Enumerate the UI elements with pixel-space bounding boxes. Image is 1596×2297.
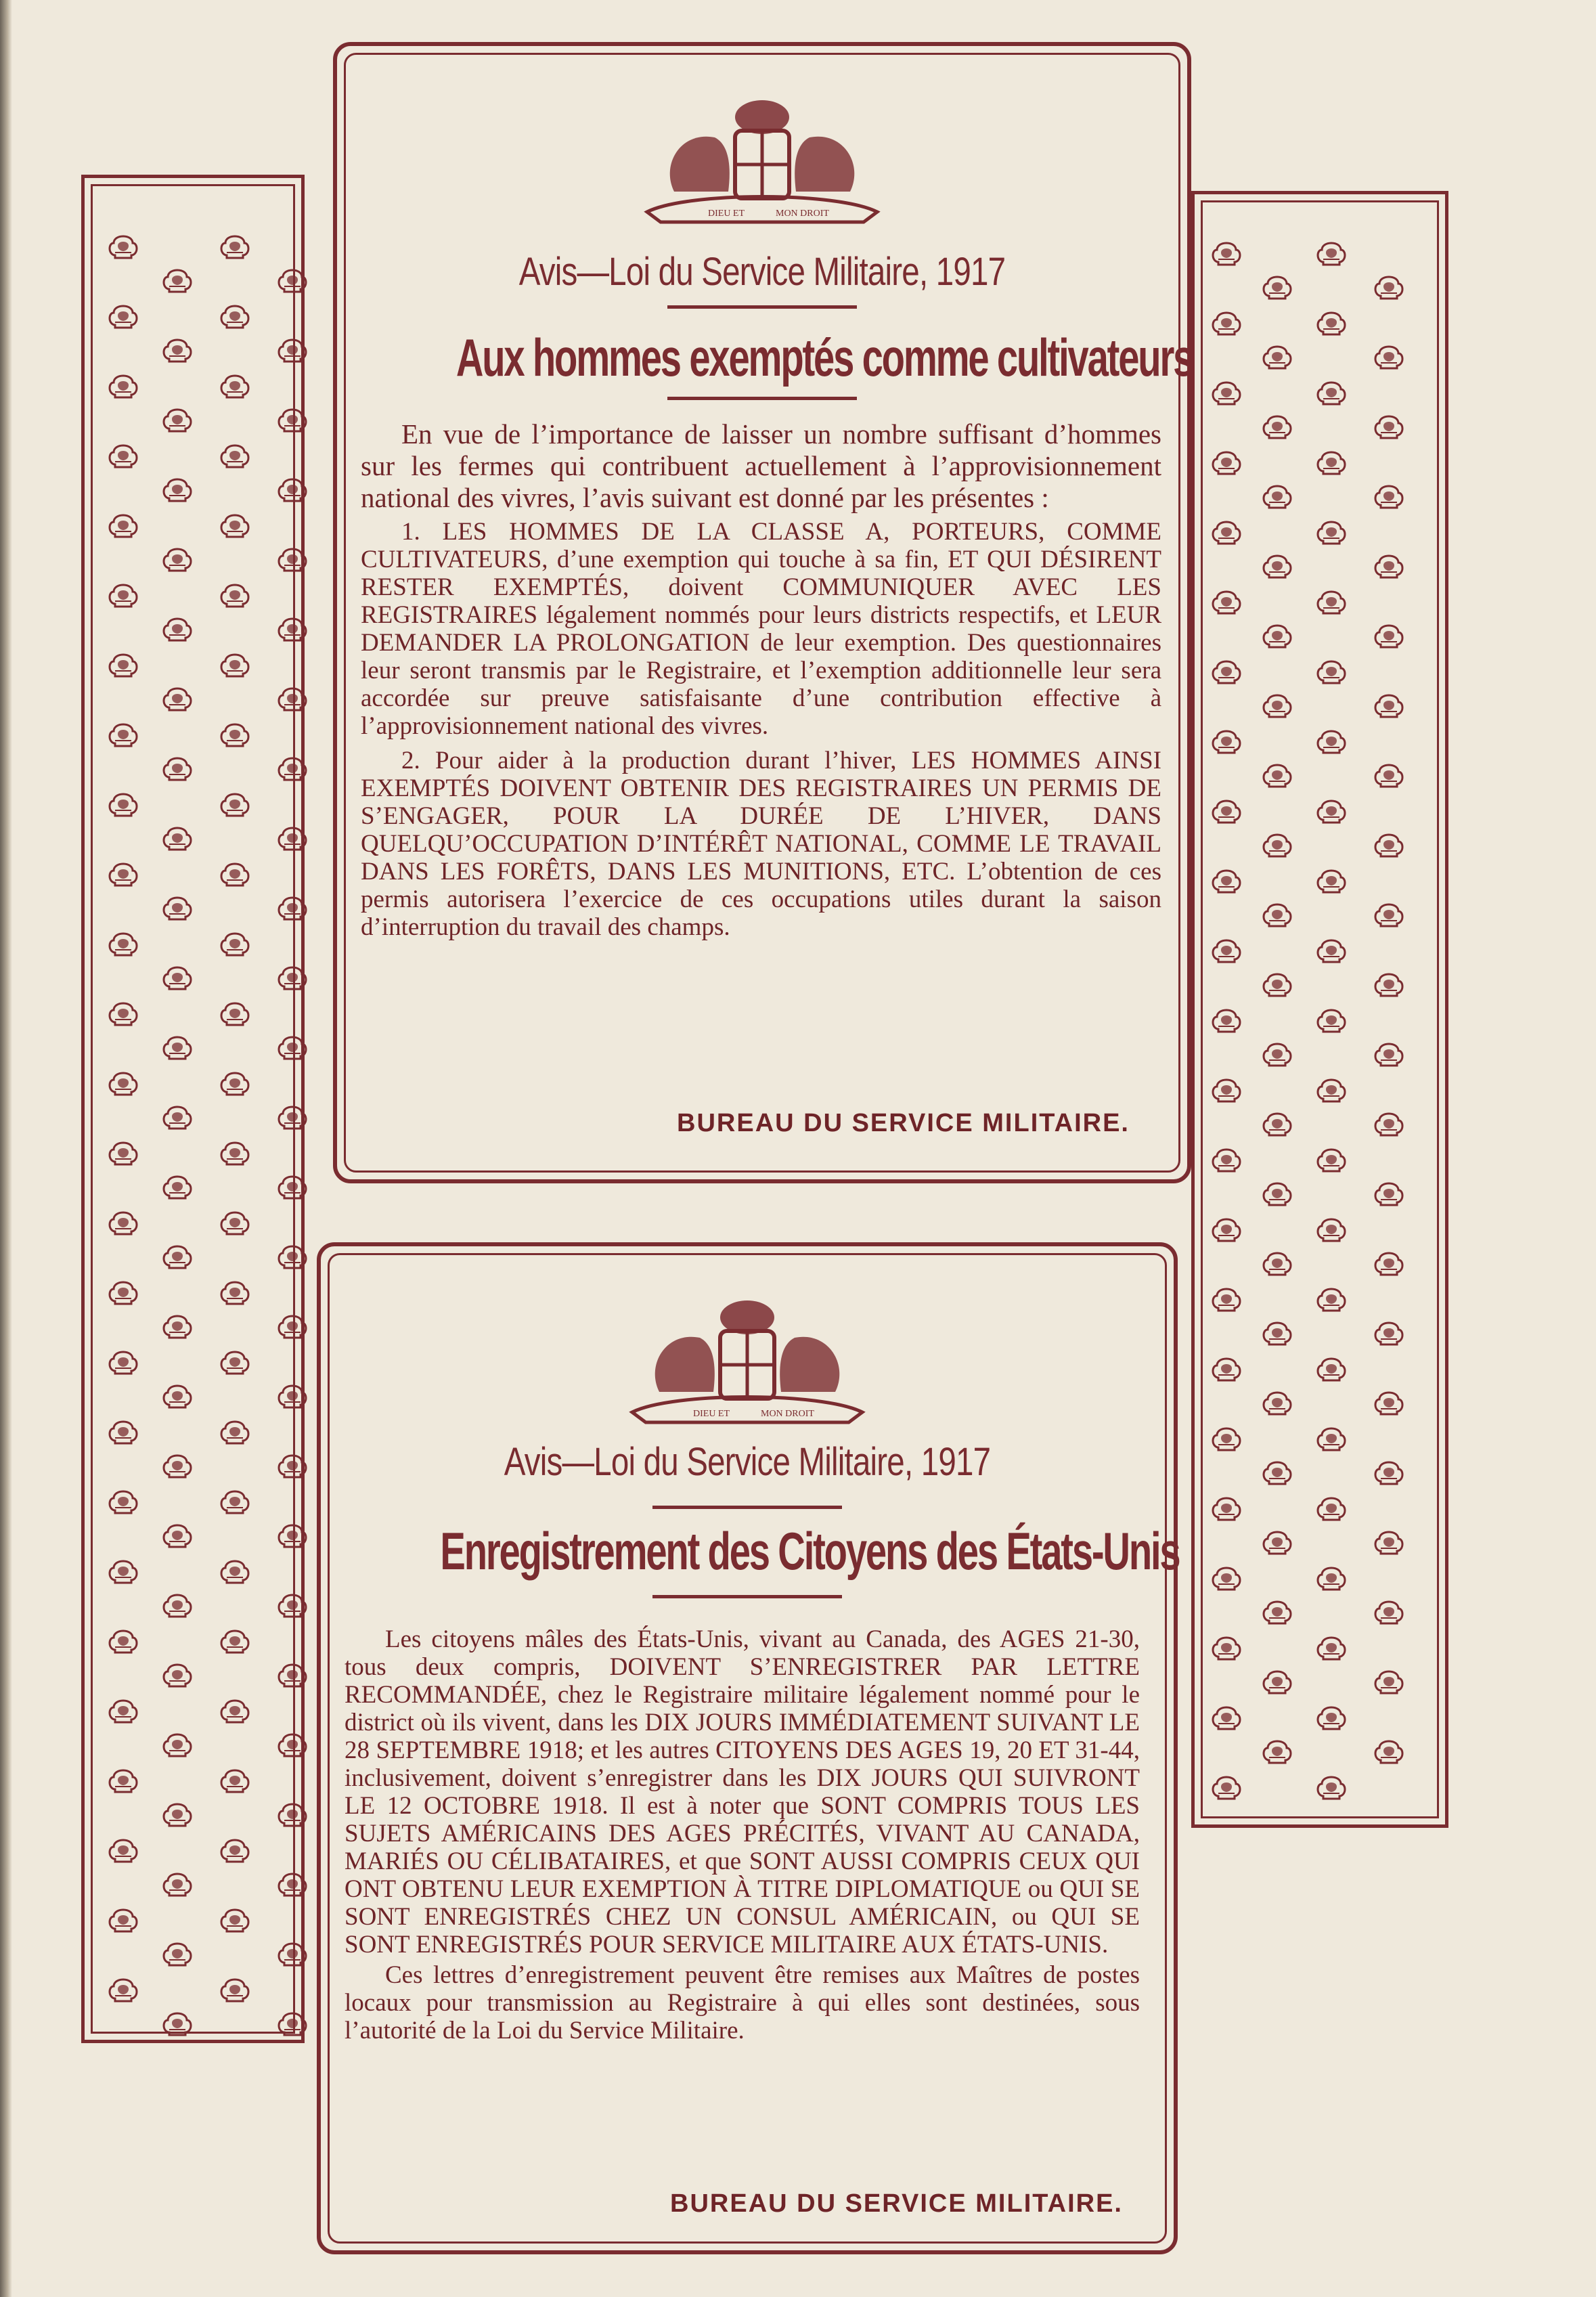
fleuron-ornament-icon xyxy=(1316,1774,1346,1801)
fleuron-ornament-icon xyxy=(220,1698,250,1725)
fleuron-ornament-icon xyxy=(108,1977,138,2004)
fleuron-ornament-icon xyxy=(1212,240,1241,267)
fleuron-ornament-icon xyxy=(1212,659,1241,686)
fleuron-ornament-icon xyxy=(1374,553,1404,580)
fleuron-ornament-icon xyxy=(1212,519,1241,546)
fleuron-ornament-icon xyxy=(1316,310,1346,337)
fleuron-ornament-icon xyxy=(220,1628,250,1655)
signature: BUREAU DU SERVICE MILITAIRE. xyxy=(670,2189,1123,2218)
fleuron-ornament-icon xyxy=(1262,1181,1292,1208)
fleuron-ornament-icon xyxy=(108,303,138,330)
fleuron-ornament-icon xyxy=(278,1453,307,1480)
fleuron-ornament-icon xyxy=(162,546,192,573)
fleuron-ornament-icon xyxy=(278,825,307,852)
fleuron-ornament-icon xyxy=(1212,868,1241,895)
fleuron-ornament-icon xyxy=(1212,1426,1241,1453)
fleuron-ornament-icon xyxy=(220,931,250,958)
fleuron-ornament-icon xyxy=(278,1523,307,1550)
fleuron-ornament-icon xyxy=(1374,971,1404,999)
fleuron-ornament-icon xyxy=(162,407,192,434)
fleuron-ornament-icon xyxy=(1262,971,1292,999)
fleuron-ornament-icon xyxy=(278,1662,307,1689)
fleuron-ornament-icon xyxy=(108,1628,138,1655)
fleuron-ornament-icon xyxy=(162,1871,192,1898)
fleuron-ornament-icon xyxy=(162,1592,192,1619)
fleuron-ornament-icon xyxy=(1262,1738,1292,1766)
fleuron-ornament-icon xyxy=(108,1349,138,1376)
fleuron-ornament-icon xyxy=(1212,1077,1241,1104)
fleuron-ornament-icon xyxy=(220,652,250,679)
fleuron-ornament-icon xyxy=(220,373,250,400)
fleuron-ornament-icon xyxy=(108,1837,138,1864)
fleuron-ornament-icon xyxy=(278,686,307,713)
fleuron-ornament-icon xyxy=(162,2011,192,2038)
fleuron-ornament-icon xyxy=(108,512,138,540)
fleuron-ornament-icon xyxy=(278,1313,307,1340)
intro-paragraph: En vue de l’importance de laisser un nombre suffisant d’hommes sur les fermes qui contribuent actuellement à l’approvisionnement national des vivres, l’avis suivant est donné par les présentes : xyxy=(361,418,1161,513)
fleuron-ornament-icon xyxy=(108,791,138,818)
fleuron-ornament-icon xyxy=(1262,902,1292,929)
fleuron-ornament-icon xyxy=(1316,728,1346,756)
fleuron-ornament-icon xyxy=(1374,344,1404,371)
fleuron-ornament-icon xyxy=(1316,380,1346,407)
fleuron-ornament-icon xyxy=(162,686,192,713)
headline-rule xyxy=(667,397,857,400)
fleuron-ornament-icon xyxy=(278,1104,307,1131)
fleuron-ornament-icon xyxy=(108,1070,138,1097)
fleuron-ornament-icon xyxy=(1212,1635,1241,1662)
crest-motto-right: MON DROIT xyxy=(776,209,829,219)
fleuron-ornament-icon xyxy=(1374,623,1404,650)
fleuron-ornament-icon xyxy=(1262,1390,1292,1417)
fleuron-ornament-icon xyxy=(1212,1705,1241,1732)
fleuron-ornament-icon xyxy=(1262,1111,1292,1138)
fleuron-ornament-icon xyxy=(162,337,192,364)
fleuron-ornament-icon xyxy=(220,1419,250,1446)
fleuron-ornament-icon xyxy=(1262,414,1292,441)
registration-paragraph: Les citoyens mâles des États-Unis, vivant au Canada, des AGES 21-30, tous deux compris, DOIVENT S’ENREGISTRER PAR LETTRE RECOMMANDÉE, chez le Registraire militaire légalement nommé pour le district où ils vivent, dans les DIX JOURS IMMÉDIATEMENT SUIVANT LE 28 SEPTEMBRE 1918; et les autres CITOYENS DES AGES 19, 20 ET 31-44, inclusivement, doivent s’enregistrer dans les DIX JOURS QUI SUIVRONT LE 12 OCTOBRE 1918. Il est à noter que SONT COMPRIS TOUS LES SUJETS AMÉRICAINS DES AGES PRÉCITÉS, VIVANT AU CANADA, MARIÉS OU CÉLIBATAIRES, et que SONT AUSSI COMPRIS CEUX QUI ONT OBTENU LEUR EXEMPTION À TITRE DIPLOMATIQUE ou QUI SE SONT ENREGISTRÉS CHEZ UN CONSUL AMÉRICAIN, ou QUI SE SONT ENREGISTRÉS POUR SERVICE MILITAIRE AUX ÉTATS-UNIS. xyxy=(345,1625,1140,1959)
headline: Enregistrement des Citoyens des États-Unis xyxy=(440,1521,1180,1581)
fleuron-ornament-icon xyxy=(278,1174,307,1201)
fleuron-ornament-icon xyxy=(1374,1669,1404,1696)
fleuron-ornament-icon xyxy=(1374,762,1404,789)
fleuron-ornament-icon xyxy=(278,1871,307,1898)
fleuron-ornament-icon xyxy=(1212,1147,1241,1174)
act-title: Avis—Loi du Service Militaire, 1917 xyxy=(518,250,1006,294)
fleuron-ornament-icon xyxy=(220,1210,250,1237)
fleuron-ornament-icon xyxy=(162,1383,192,1410)
fleuron-ornament-icon xyxy=(1316,589,1346,616)
fleuron-ornament-icon xyxy=(278,407,307,434)
fleuron-ornament-icon xyxy=(162,1732,192,1759)
fleuron-ornament-icon xyxy=(1316,1077,1346,1104)
fleuron-ornament-icon xyxy=(108,722,138,749)
fleuron-ornament-icon xyxy=(1316,240,1346,267)
fleuron-ornament-icon xyxy=(1212,380,1241,407)
fleuron-ornament-icon xyxy=(1374,414,1404,441)
item-2-paragraph: 2. Pour aider à la production durant l’hiver, LES HOMMES AINSI EXEMPTÉS DOIVENT OBTENIR DES REGISTRAIRES UN PERMIS DE S’ENGAGER, POUR LA DURÉE DE L’HIVER, DANS QUELQU’OCCUPATION D’INTÉRÊT NATIONAL, COMME LE TRAVAIL DANS LES FORÊTS, DANS LES MUNITIONS, ETC. L’obtention de ces permis autorisera l’exercice de ces occupations utiles durant la saison d’interruption du travail des champs. xyxy=(361,747,1161,941)
fleuron-ornament-icon xyxy=(162,477,192,504)
fleuron-ornament-icon xyxy=(1212,310,1241,337)
fleuron-ornament-icon xyxy=(1262,274,1292,301)
item-1-paragraph: 1. LES HOMMES DE LA CLASSE A, PORTEURS, COMME CULTIVATEURS, d’une exemption qui touche à sa fin, ET QUI DÉSIRENT RESTER EXEMPTÉS, doivent COMMUNIQUER AVEC LES REGISTRAIRES légalement nommés pour leurs districts respectifs, et LEUR DEMANDER LA PROLONGATION de leur exemption. Des questionnaires leur seront transmis par le Registraire, et l’exemption additionnelle leur sera accordée sur preuve satisfaisante d’une contribution effective à l’approvisionnement national des vivres. xyxy=(361,518,1161,740)
fleuron-ornament-icon xyxy=(1212,1217,1241,1244)
fleuron-ornament-icon xyxy=(278,1592,307,1619)
fleuron-ornament-icon xyxy=(1212,1286,1241,1313)
fleuron-ornament-icon xyxy=(1374,1599,1404,1626)
fleuron-ornament-icon xyxy=(162,1662,192,1689)
fleuron-ornament-icon xyxy=(162,1801,192,1829)
fleuron-ornament-icon xyxy=(108,1489,138,1516)
fleuron-ornament-icon xyxy=(278,2011,307,2038)
fleuron-ornament-icon xyxy=(1262,1320,1292,1347)
fleuron-ornament-icon xyxy=(278,337,307,364)
fleuron-ornament-icon xyxy=(220,1558,250,1585)
fleuron-ornament-icon xyxy=(278,1732,307,1759)
fleuron-ornament-icon xyxy=(108,1419,138,1446)
notice-body xyxy=(361,418,1161,941)
fleuron-ornament-icon xyxy=(108,443,138,470)
fleuron-ornament-icon xyxy=(108,1279,138,1307)
fleuron-ornament-icon xyxy=(1262,623,1292,650)
fleuron-ornament-icon xyxy=(1262,1041,1292,1068)
fleuron-ornament-icon xyxy=(220,1977,250,2004)
fleuron-ornament-icon xyxy=(220,791,250,818)
fleuron-ornament-icon xyxy=(162,1941,192,1968)
fleuron-ornament-icon xyxy=(162,965,192,992)
fleuron-ornament-icon xyxy=(162,1453,192,1480)
fleuron-ornament-icon xyxy=(162,616,192,643)
fleuron-ornament-icon xyxy=(1262,1250,1292,1277)
fleuron-ornament-icon xyxy=(108,1140,138,1167)
fleuron-ornament-icon xyxy=(162,1313,192,1340)
fleuron-ornament-icon xyxy=(1374,1320,1404,1347)
fleuron-ornament-icon xyxy=(1316,1286,1346,1313)
headline: Aux hommes exemptés comme cultivateurs xyxy=(456,328,1193,387)
fleuron-ornament-icon xyxy=(108,1768,138,1795)
fleuron-ornament-icon xyxy=(1316,1635,1346,1662)
fleuron-ornament-icon xyxy=(220,722,250,749)
fleuron-ornament-icon xyxy=(278,895,307,922)
crest-motto-left: DIEU ET xyxy=(693,1409,730,1419)
fleuron-ornament-icon xyxy=(1316,659,1346,686)
crest-motto-left: DIEU ET xyxy=(708,209,745,219)
fleuron-ornament-icon xyxy=(1316,519,1346,546)
fleuron-ornament-icon xyxy=(1316,1007,1346,1034)
fleuron-ornament-icon xyxy=(220,303,250,330)
fleuron-ornament-icon xyxy=(1262,1529,1292,1556)
fleuron-ornament-icon xyxy=(1212,1007,1241,1034)
fleuron-ornament-icon xyxy=(1212,450,1241,477)
fleuron-ornament-icon xyxy=(162,267,192,294)
fleuron-ornament-icon xyxy=(220,443,250,470)
fleuron-ornament-icon xyxy=(1212,938,1241,965)
fleuron-ornament-icon xyxy=(1374,1250,1404,1277)
fleuron-ornament-icon xyxy=(1374,1460,1404,1487)
fleuron-ornament-icon xyxy=(278,1383,307,1410)
fleuron-ornament-icon xyxy=(1374,1738,1404,1766)
fleuron-ornament-icon xyxy=(1374,693,1404,720)
fleuron-ornament-icon xyxy=(1374,902,1404,929)
fleuron-ornament-icon xyxy=(1316,798,1346,825)
fleuron-ornament-icon xyxy=(278,546,307,573)
fleuron-ornament-icon xyxy=(220,1070,250,1097)
fleuron-ornament-icon xyxy=(1212,1495,1241,1523)
fleuron-ornament-icon xyxy=(162,1244,192,1271)
fleuron-ornament-icon xyxy=(220,1907,250,1934)
crest-motto-right: MON DROIT xyxy=(761,1409,814,1419)
fleuron-ornament-icon xyxy=(108,234,138,261)
fleuron-ornament-icon xyxy=(278,1034,307,1062)
fleuron-ornament-icon xyxy=(278,756,307,783)
fleuron-ornament-icon xyxy=(278,616,307,643)
fleuron-ornament-icon xyxy=(1374,1390,1404,1417)
fleuron-ornament-icon xyxy=(1316,1495,1346,1523)
headline-rule xyxy=(652,1595,842,1598)
fleuron-ornament-icon xyxy=(1212,1565,1241,1592)
fleuron-ornament-icon xyxy=(220,1001,250,1028)
fleuron-ornament-icon xyxy=(1262,483,1292,510)
fleuron-ornament-icon xyxy=(108,861,138,888)
fleuron-ornament-icon xyxy=(1374,483,1404,510)
fleuron-ornament-icon xyxy=(1262,344,1292,371)
fleuron-ornament-icon xyxy=(162,895,192,922)
fleuron-ornament-icon xyxy=(278,267,307,294)
fleuron-ornament-icon xyxy=(1262,693,1292,720)
fleuron-ornament-icon xyxy=(220,512,250,540)
fleuron-ornament-icon xyxy=(1262,1460,1292,1487)
fleuron-ornament-icon xyxy=(1374,832,1404,859)
act-title: Avis—Loi du Service Militaire, 1917 xyxy=(504,1440,991,1484)
fleuron-ornament-icon xyxy=(108,373,138,400)
fleuron-ornament-icon xyxy=(1316,1356,1346,1383)
fleuron-ornament-icon xyxy=(162,1104,192,1131)
fleuron-ornament-icon xyxy=(108,931,138,958)
fleuron-ornament-icon xyxy=(278,1244,307,1271)
fleuron-ornament-icon xyxy=(1212,1774,1241,1801)
title-rule xyxy=(652,1506,842,1509)
fleuron-ornament-icon xyxy=(1212,1356,1241,1383)
title-rule xyxy=(667,305,857,309)
fleuron-ornament-icon xyxy=(162,825,192,852)
fleuron-ornament-icon xyxy=(1316,938,1346,965)
signature: BUREAU DU SERVICE MILITAIRE. xyxy=(677,1109,1130,1137)
fleuron-ornament-icon xyxy=(108,1907,138,1934)
fleuron-ornament-icon xyxy=(1374,1041,1404,1068)
fleuron-ornament-icon xyxy=(1316,868,1346,895)
fleuron-ornament-icon xyxy=(162,1174,192,1201)
fleuron-ornament-icon xyxy=(108,1210,138,1237)
fleuron-ornament-icon xyxy=(1316,1147,1346,1174)
fleuron-ornament-icon xyxy=(162,756,192,783)
fleuron-ornament-icon xyxy=(278,1801,307,1829)
fleuron-ornament-icon xyxy=(220,1349,250,1376)
fleuron-ornament-icon xyxy=(1262,762,1292,789)
fleuron-ornament-icon xyxy=(1262,1669,1292,1696)
fleuron-ornament-icon xyxy=(1212,589,1241,616)
fleuron-ornament-icon xyxy=(220,861,250,888)
fleuron-ornament-icon xyxy=(1374,274,1404,301)
fleuron-ornament-icon xyxy=(220,1837,250,1864)
fleuron-ornament-icon xyxy=(1374,1111,1404,1138)
fleuron-ornament-icon xyxy=(1316,450,1346,477)
fleuron-ornament-icon xyxy=(1316,1565,1346,1592)
fleuron-ornament-icon xyxy=(1262,553,1292,580)
fleuron-ornament-icon xyxy=(1316,1217,1346,1244)
fleuron-ornament-icon xyxy=(220,1140,250,1167)
notice-us-citizens xyxy=(317,1242,1178,2254)
fleuron-ornament-icon xyxy=(108,1001,138,1028)
fleuron-ornament-icon xyxy=(278,1941,307,1968)
fleuron-ornament-icon xyxy=(220,1279,250,1307)
fleuron-ornament-icon xyxy=(278,965,307,992)
notice-farmers xyxy=(333,42,1191,1183)
fleuron-ornament-icon xyxy=(1212,728,1241,756)
notice-body xyxy=(345,1625,1140,2044)
fleuron-ornament-icon xyxy=(108,652,138,679)
fleuron-ornament-icon xyxy=(220,1489,250,1516)
fleuron-ornament-icon xyxy=(1262,832,1292,859)
fleuron-ornament-icon xyxy=(1212,798,1241,825)
fleuron-ornament-icon xyxy=(1316,1705,1346,1732)
fleuron-ornament-icon xyxy=(1374,1529,1404,1556)
fleuron-ornament-icon xyxy=(108,1558,138,1585)
fleuron-ornament-icon xyxy=(162,1034,192,1062)
fleuron-ornament-icon xyxy=(108,1698,138,1725)
fleuron-ornament-icon xyxy=(1316,1426,1346,1453)
fleuron-ornament-icon xyxy=(1374,1181,1404,1208)
fleuron-ornament-icon xyxy=(220,1768,250,1795)
fleuron-ornament-icon xyxy=(278,477,307,504)
fleuron-ornament-icon xyxy=(1262,1599,1292,1626)
mail-paragraph: Ces lettres d’enregistrement peuvent être remises aux Maîtres de postes locaux pour transmission au Registraire à qui elles sont destinées, sous l’autorité de la Loi du Service Militaire. xyxy=(345,1961,1140,2044)
royal-coat-of-arms-icon xyxy=(612,1290,883,1426)
fleuron-ornament-icon xyxy=(108,582,138,609)
page-binding-edge xyxy=(0,0,12,2297)
royal-coat-of-arms-icon xyxy=(634,90,891,225)
fleuron-ornament-icon xyxy=(220,234,250,261)
fleuron-ornament-icon xyxy=(220,582,250,609)
fleuron-ornament-icon xyxy=(162,1523,192,1550)
